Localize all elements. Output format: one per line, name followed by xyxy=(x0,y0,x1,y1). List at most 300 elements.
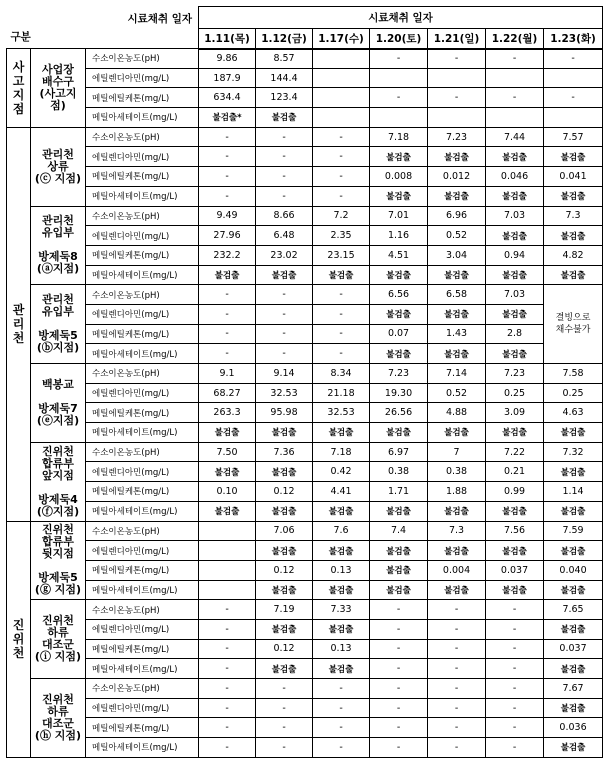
value-cell: 7.2 xyxy=(313,206,370,226)
value-cell: - xyxy=(370,88,428,108)
site-label-cell xyxy=(31,206,86,285)
site-label-line: 유입부 xyxy=(42,305,74,319)
parameter-cell: 메틸에틸케톤(mg/L) xyxy=(86,324,199,344)
parameter-cell: 메틸아세테이트(mg/L) xyxy=(86,659,199,679)
value-cell: 0.12 xyxy=(256,560,313,580)
value-cell: 불검출 xyxy=(370,423,428,443)
value-cell: 0.52 xyxy=(428,226,486,246)
value-cell: - xyxy=(256,186,313,206)
value-cell: 불검출 xyxy=(370,580,428,600)
value-cell: 불검출 xyxy=(256,619,313,639)
parameter-cell: 에틸렌디아민(mg/L) xyxy=(86,383,199,403)
value-cell: - xyxy=(199,147,256,167)
value-cell: - xyxy=(199,285,256,305)
date-header-cell: 1.20(토) xyxy=(370,29,428,49)
parameter-cell: 메틸아세테이트(mg/L) xyxy=(86,108,199,128)
value-cell: 불검출 xyxy=(486,344,544,364)
date-header-cell: 1.17(수) xyxy=(313,29,370,49)
parameter-cell: 메틸에틸케톤(mg/L) xyxy=(86,482,199,502)
parameter-cell: 메틸에틸케톤(mg/L) xyxy=(86,639,199,659)
value-cell: - xyxy=(199,738,256,758)
value-cell: 불검출 xyxy=(313,580,370,600)
value-cell: - xyxy=(313,738,370,758)
value-cell: 21.18 xyxy=(313,383,370,403)
value-cell: 0.07 xyxy=(370,324,428,344)
value-cell: - xyxy=(486,88,544,108)
value-cell: 불검출 xyxy=(428,580,486,600)
sample-results-table xyxy=(6,6,603,758)
sample-date-label-right: 시료채취 일자 xyxy=(199,7,603,29)
value-cell: 불검출 xyxy=(544,186,603,206)
table-row xyxy=(7,206,603,226)
value-cell: 불검출 xyxy=(313,423,370,443)
site-label-cell xyxy=(31,364,86,443)
value-cell xyxy=(370,68,428,88)
value-cell: - xyxy=(370,718,428,738)
value-cell: 불검출 xyxy=(428,147,486,167)
value-cell: 불검출 xyxy=(428,304,486,324)
value-cell: - xyxy=(486,659,544,679)
value-cell: - xyxy=(313,167,370,187)
value-cell: 1.14 xyxy=(544,482,603,502)
value-cell: 불검출 xyxy=(256,541,313,561)
table-row xyxy=(7,285,603,305)
value-cell: 불검출 xyxy=(544,147,603,167)
value-cell: 7.4 xyxy=(370,521,428,541)
site-label-line: 진위천 xyxy=(42,523,74,537)
value-cell: - xyxy=(370,738,428,758)
value-cell: 불검출 xyxy=(486,186,544,206)
value-cell xyxy=(544,68,603,88)
value-cell: 0.38 xyxy=(428,462,486,482)
parameter-cell: 에틸렌디아민(mg/L) xyxy=(86,619,199,639)
parameter-cell: 메틸아세테이트(mg/L) xyxy=(86,265,199,285)
value-cell: 7.67 xyxy=(544,679,603,699)
value-cell: 7.01 xyxy=(370,206,428,226)
parameter-cell: 에틸렌디아민(mg/L) xyxy=(86,147,199,167)
value-cell: 0.037 xyxy=(486,560,544,580)
group-name-cell: 관리천 xyxy=(7,127,31,521)
value-cell: 4.63 xyxy=(544,403,603,423)
value-cell: 불검출 xyxy=(486,226,544,246)
value-cell: 7.03 xyxy=(486,206,544,226)
table-row xyxy=(7,265,603,285)
value-cell: 불검출 xyxy=(544,541,603,561)
parameter-cell: 메틸에틸케톤(mg/L) xyxy=(86,88,199,108)
value-cell: 0.004 xyxy=(428,560,486,580)
value-cell: - xyxy=(199,186,256,206)
table-row xyxy=(7,619,603,639)
parameter-cell: 메틸아세테이트(mg/L) xyxy=(86,738,199,758)
value-cell: 불검출 xyxy=(370,147,428,167)
value-cell: 6.48 xyxy=(256,226,313,246)
value-cell: 3.09 xyxy=(486,403,544,423)
value-cell: - xyxy=(370,49,428,69)
value-cell: 불검출 xyxy=(544,738,603,758)
parameter-cell: 메틸아세테이트(mg/L) xyxy=(86,423,199,443)
sample-date-label-left: 시료채취 일자 xyxy=(127,12,193,25)
value-cell: 0.012 xyxy=(428,167,486,187)
value-cell: 7.65 xyxy=(544,600,603,620)
value-cell: 불검출 xyxy=(199,265,256,285)
value-cell: 0.99 xyxy=(486,482,544,502)
value-cell: 32.53 xyxy=(256,383,313,403)
value-cell: 9.86 xyxy=(199,49,256,69)
site-label-line: (ⓗ 지점) xyxy=(34,728,82,742)
parameter-cell: 에틸렌디아민(mg/L) xyxy=(86,462,199,482)
value-cell: - xyxy=(313,285,370,305)
value-cell xyxy=(199,560,256,580)
parameter-cell: 수소이온농도(pH) xyxy=(86,49,199,69)
site-label-line: 상류 xyxy=(47,159,69,173)
value-cell: - xyxy=(199,324,256,344)
table-row xyxy=(7,403,603,423)
value-cell: 불검출 xyxy=(544,501,603,521)
value-cell: - xyxy=(370,639,428,659)
value-cell: 4.82 xyxy=(544,245,603,265)
value-cell: 26.56 xyxy=(370,403,428,423)
value-cell: 불검출 xyxy=(199,462,256,482)
site-label-line: 관리천 xyxy=(42,293,74,307)
site-label-line: 하류 xyxy=(47,704,69,718)
value-cell xyxy=(370,108,428,128)
value-cell: 634.4 xyxy=(199,88,256,108)
value-cell: 1.43 xyxy=(428,324,486,344)
value-cell: 7.32 xyxy=(544,442,603,462)
value-cell: - xyxy=(313,324,370,344)
value-cell: - xyxy=(544,49,603,69)
value-cell: 불검출 xyxy=(313,265,370,285)
site-label-cell xyxy=(31,521,86,600)
table-row xyxy=(7,245,603,265)
value-cell: - xyxy=(428,639,486,659)
value-cell: 2.8 xyxy=(486,324,544,344)
value-cell: 7.03 xyxy=(486,285,544,305)
table-row xyxy=(7,501,603,521)
value-cell: 불검출 xyxy=(370,541,428,561)
value-cell: 불검출 xyxy=(256,501,313,521)
value-cell: 7.44 xyxy=(486,127,544,147)
group-name-cell: 사고지점 xyxy=(7,49,31,128)
value-cell: 0.12 xyxy=(256,482,313,502)
value-cell: 7.57 xyxy=(544,127,603,147)
value-cell: 123.4 xyxy=(256,88,313,108)
value-cell: 0.94 xyxy=(486,245,544,265)
value-cell: 불검출 xyxy=(428,423,486,443)
value-cell: 8.57 xyxy=(256,49,313,69)
value-cell: 불검출 xyxy=(544,698,603,718)
value-cell: 19.30 xyxy=(370,383,428,403)
site-label-line: 앞지점 xyxy=(42,468,74,482)
value-cell: 불검출 xyxy=(486,541,544,561)
table-row xyxy=(7,167,603,187)
site-label-line: (ⓐ지점) xyxy=(36,262,80,276)
parameter-cell: 수소이온농도(pH) xyxy=(86,364,199,384)
parameter-cell: 수소이온농도(pH) xyxy=(86,521,199,541)
value-cell: 불검출 xyxy=(486,423,544,443)
table-row xyxy=(7,560,603,580)
remark-cell: 결빙으로 채수불가 xyxy=(544,285,603,364)
site-label-line: 방제둑7 xyxy=(38,401,78,415)
value-cell: 6.96 xyxy=(428,206,486,226)
value-cell: 0.008 xyxy=(370,167,428,187)
table-row xyxy=(7,698,603,718)
site-label-line: (ⓖ 지점) xyxy=(34,583,82,597)
value-cell: 0.42 xyxy=(313,462,370,482)
value-cell: - xyxy=(428,698,486,718)
table-row xyxy=(7,659,603,679)
value-cell xyxy=(313,88,370,108)
site-label-line: (사고지점) xyxy=(39,86,77,112)
date-header-cell: 1.23(화) xyxy=(544,29,603,49)
value-cell: 6.56 xyxy=(370,285,428,305)
date-header-cell: 1.12(금) xyxy=(256,29,313,49)
value-cell: 불검출 xyxy=(256,580,313,600)
value-cell: - xyxy=(428,679,486,699)
value-cell: 7.3 xyxy=(544,206,603,226)
value-cell: - xyxy=(486,718,544,738)
table-row xyxy=(7,364,603,384)
value-cell: 7.3 xyxy=(428,521,486,541)
parameter-cell: 에틸렌디아민(mg/L) xyxy=(86,541,199,561)
site-label-line: 백봉교 xyxy=(42,377,74,391)
site-label-line: 방제둑4 xyxy=(38,492,78,506)
value-cell: - xyxy=(370,619,428,639)
date-header-cell: 1.22(월) xyxy=(486,29,544,49)
value-cell: 불검출 xyxy=(486,147,544,167)
value-cell: 0.21 xyxy=(486,462,544,482)
table-row xyxy=(7,226,603,246)
value-cell: - xyxy=(256,147,313,167)
table-row xyxy=(7,600,603,620)
value-cell xyxy=(428,108,486,128)
value-cell: - xyxy=(486,679,544,699)
table-row xyxy=(7,88,603,108)
site-label-cell xyxy=(31,679,86,758)
value-cell: - xyxy=(370,600,428,620)
table-row xyxy=(7,639,603,659)
value-cell: 187.9 xyxy=(199,68,256,88)
table-header xyxy=(7,7,603,49)
table-row xyxy=(7,344,603,364)
value-cell: 7.50 xyxy=(199,442,256,462)
site-label-line: (ⓒ 지점) xyxy=(34,171,82,185)
value-cell: 3.04 xyxy=(428,245,486,265)
table-row xyxy=(7,580,603,600)
site-label-line: 관리천 xyxy=(42,214,74,228)
value-cell: - xyxy=(428,49,486,69)
parameter-cell: 메틸아세테이트(mg/L) xyxy=(86,501,199,521)
site-label-cell xyxy=(31,285,86,364)
value-cell: 불검출* xyxy=(199,108,256,128)
parameter-cell: 수소이온농도(pH) xyxy=(86,600,199,620)
table-row xyxy=(7,423,603,443)
site-label-line: (ⓘ 지점) xyxy=(34,650,82,664)
value-cell: 불검출 xyxy=(199,423,256,443)
table-body xyxy=(7,49,603,758)
value-cell: 불검출 xyxy=(256,265,313,285)
parameter-cell: 수소이온농도(pH) xyxy=(86,679,199,699)
value-cell: 불검출 xyxy=(199,501,256,521)
value-cell: 1.88 xyxy=(428,482,486,502)
parameter-cell: 메틸에틸케톤(mg/L) xyxy=(86,718,199,738)
value-cell: - xyxy=(199,619,256,639)
value-cell: 144.4 xyxy=(256,68,313,88)
value-cell: 불검출 xyxy=(313,619,370,639)
site-label-line: 합류부 xyxy=(42,456,74,470)
table-row xyxy=(7,49,603,69)
value-cell: 불검출 xyxy=(486,501,544,521)
value-cell: 0.38 xyxy=(370,462,428,482)
value-cell: - xyxy=(313,679,370,699)
group-name-cell: 진위천 xyxy=(7,521,31,757)
value-cell: 7 xyxy=(428,442,486,462)
value-cell: 9.49 xyxy=(199,206,256,226)
value-cell: 263.3 xyxy=(199,403,256,423)
value-cell: 8.34 xyxy=(313,364,370,384)
value-cell: - xyxy=(313,698,370,718)
value-cell: - xyxy=(256,679,313,699)
site-label-line: (ⓔ지점) xyxy=(36,413,80,427)
site-label-cell xyxy=(31,127,86,206)
value-cell xyxy=(199,541,256,561)
value-cell: 232.2 xyxy=(199,245,256,265)
value-cell: 불검출 xyxy=(313,541,370,561)
parameter-cell: 수소이온농도(pH) xyxy=(86,127,199,147)
parameter-cell: 메틸아세테이트(mg/L) xyxy=(86,344,199,364)
value-cell: 0.10 xyxy=(199,482,256,502)
gubun-label: 구분 xyxy=(10,31,31,43)
value-cell: 0.046 xyxy=(486,167,544,187)
value-cell: - xyxy=(428,88,486,108)
value-cell: - xyxy=(199,639,256,659)
site-label-line: 방제둑8 xyxy=(38,250,78,264)
site-label-line: 하류 xyxy=(47,626,69,640)
value-cell: - xyxy=(199,127,256,147)
parameter-cell: 에틸렌디아민(mg/L) xyxy=(86,304,199,324)
parameter-cell: 메틸아세테이트(mg/L) xyxy=(86,580,199,600)
site-label-line: 방제둑5 xyxy=(38,329,78,343)
value-cell: 불검출 xyxy=(486,304,544,324)
value-cell: 2.35 xyxy=(313,226,370,246)
site-label-line: 관리천 xyxy=(42,147,74,161)
table-row xyxy=(7,442,603,462)
value-cell: 불검출 xyxy=(370,501,428,521)
value-cell: 32.53 xyxy=(313,403,370,423)
value-cell: 불검출 xyxy=(544,619,603,639)
site-label-line: 사업장 xyxy=(42,62,74,76)
site-label-cell xyxy=(31,49,86,128)
value-cell: - xyxy=(428,600,486,620)
parameter-cell: 메틸에틸케톤(mg/L) xyxy=(86,560,199,580)
value-cell: 7.14 xyxy=(428,364,486,384)
value-cell: - xyxy=(486,639,544,659)
value-cell: - xyxy=(313,186,370,206)
value-cell: 7.19 xyxy=(256,600,313,620)
value-cell: 9.14 xyxy=(256,364,313,384)
value-cell: - xyxy=(256,304,313,324)
site-label-line: 방제둑5 xyxy=(38,571,78,585)
site-label-line: 뒷지점 xyxy=(42,547,74,561)
value-cell: 불검출 xyxy=(544,659,603,679)
value-cell: 0.25 xyxy=(544,383,603,403)
parameter-cell: 에틸렌디아민(mg/L) xyxy=(86,68,199,88)
value-cell: - xyxy=(199,344,256,364)
value-cell: 23.02 xyxy=(256,245,313,265)
table-row xyxy=(7,324,603,344)
value-cell xyxy=(544,108,603,128)
value-cell: - xyxy=(199,718,256,738)
parameter-cell: 수소이온농도(pH) xyxy=(86,442,199,462)
site-label-line: 합류부 xyxy=(42,535,74,549)
table-row xyxy=(7,304,603,324)
value-cell: - xyxy=(256,324,313,344)
value-cell: - xyxy=(256,718,313,738)
parameter-cell: 에틸렌디아민(mg/L) xyxy=(86,226,199,246)
site-label-cell xyxy=(31,442,86,521)
value-cell: 9.1 xyxy=(199,364,256,384)
table-row xyxy=(7,482,603,502)
value-cell: 불검출 xyxy=(486,580,544,600)
site-label-line: 대조군 xyxy=(42,716,74,730)
value-cell: 0.12 xyxy=(256,639,313,659)
value-cell: - xyxy=(313,344,370,364)
value-cell: 7.58 xyxy=(544,364,603,384)
value-cell: - xyxy=(313,147,370,167)
value-cell: - xyxy=(486,738,544,758)
value-cell: 불검출 xyxy=(256,108,313,128)
site-label-line: 배수구 xyxy=(42,74,74,88)
value-cell: 불검출 xyxy=(428,344,486,364)
site-label-line: 대조군 xyxy=(42,638,74,652)
value-cell: - xyxy=(256,738,313,758)
table-row xyxy=(7,738,603,758)
table-row xyxy=(7,521,603,541)
header-corner-cell xyxy=(7,7,199,49)
value-cell: 7.22 xyxy=(486,442,544,462)
value-cell: 불검출 xyxy=(313,501,370,521)
value-cell: - xyxy=(256,167,313,187)
value-cell xyxy=(313,108,370,128)
site-label-line: 진위천 xyxy=(42,614,74,628)
value-cell: - xyxy=(486,698,544,718)
value-cell: 0.13 xyxy=(313,639,370,659)
value-cell: 불검출 xyxy=(486,265,544,285)
value-cell: 0.13 xyxy=(313,560,370,580)
value-cell: - xyxy=(428,718,486,738)
value-cell: 4.88 xyxy=(428,403,486,423)
value-cell: - xyxy=(370,679,428,699)
site-label-line: (ⓕ지점) xyxy=(36,504,80,518)
value-cell: - xyxy=(428,738,486,758)
site-label-line: 진위천 xyxy=(42,692,74,706)
value-cell: 0.036 xyxy=(544,718,603,738)
value-cell xyxy=(313,49,370,69)
value-cell: 0.040 xyxy=(544,560,603,580)
value-cell: 불검출 xyxy=(428,186,486,206)
value-cell: - xyxy=(256,698,313,718)
value-cell: - xyxy=(486,600,544,620)
value-cell: 8.66 xyxy=(256,206,313,226)
value-cell: 불검출 xyxy=(544,226,603,246)
value-cell: - xyxy=(199,659,256,679)
value-cell: 불검출 xyxy=(370,265,428,285)
table-row xyxy=(7,383,603,403)
value-cell: - xyxy=(199,600,256,620)
value-cell: 불검출 xyxy=(256,462,313,482)
value-cell: - xyxy=(199,698,256,718)
value-cell: 불검출 xyxy=(544,423,603,443)
